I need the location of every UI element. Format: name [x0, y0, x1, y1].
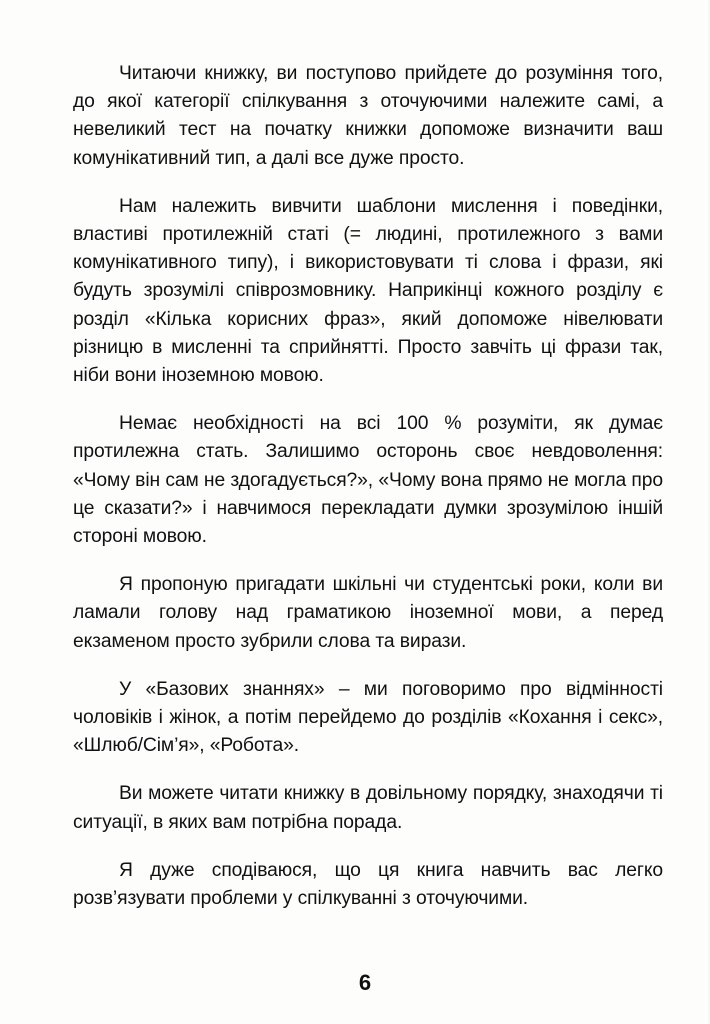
paragraph-3: Немає необхідності на всі 100 % розуміти, як думає протилежна стать. Залишимо осторонь своє невдоволення: «Чому він сам не здогадується?», «Чому вона прямо не могла про це сказати?» і навчимося перекладати думки зрозумілою іншій стороні мовою.	[73, 413, 663, 548]
paragraph-5: У «Базових знаннях» – ми поговоримо про відмінності чоловіків і жінок, а потім перейдемо до розділів «Кохання і секс», «Шлюб/Сім’я», «Робота».	[73, 678, 663, 757]
paragraph-6: Ви можете читати книжку в довільному порядку, знаходячи ті ситуації, в яких вам потрібна порада.	[73, 783, 663, 833]
paragraph-7: Я дуже сподіваюся, що ця книга навчить вас легко розв’язувати проблеми у спілкуванні з оточуючими.	[73, 859, 663, 910]
body-text	[73, 60, 663, 933]
paragraph-4: Я пропоную пригадати шкільні чи студентські роки, коли ви ламали голову над граматикою іноземної мови, а перед екзаменом просто зубрили слова та вирази.	[73, 574, 663, 652]
paragraph-1: Читаючи книжку, ви поступово прийдете до розуміння того, до якої категорії спілкування з оточуючими належите самі, а невеликий тест на початку книжки допоможе визначити ваш комунікативний тип, а далі все дуже просто.	[73, 63, 663, 169]
page-number: 6	[358, 970, 372, 995]
paragraph-2: Нам належить вивчити шаблони мислення і поведінки, властиві протилежній статі (= людині, протилежного з вами комунікативного типу), і використовувати ті слова і фрази, які будуть зрозумілі співрозмовнику. Наприкінці кожного розділу є розділ «Кілька корисних фраз», який допоможе нівелювати різницю в мисленні та сприйнятті. Просто завчіть ці фрази так, ніби вони іноземною мовою.	[73, 195, 663, 387]
